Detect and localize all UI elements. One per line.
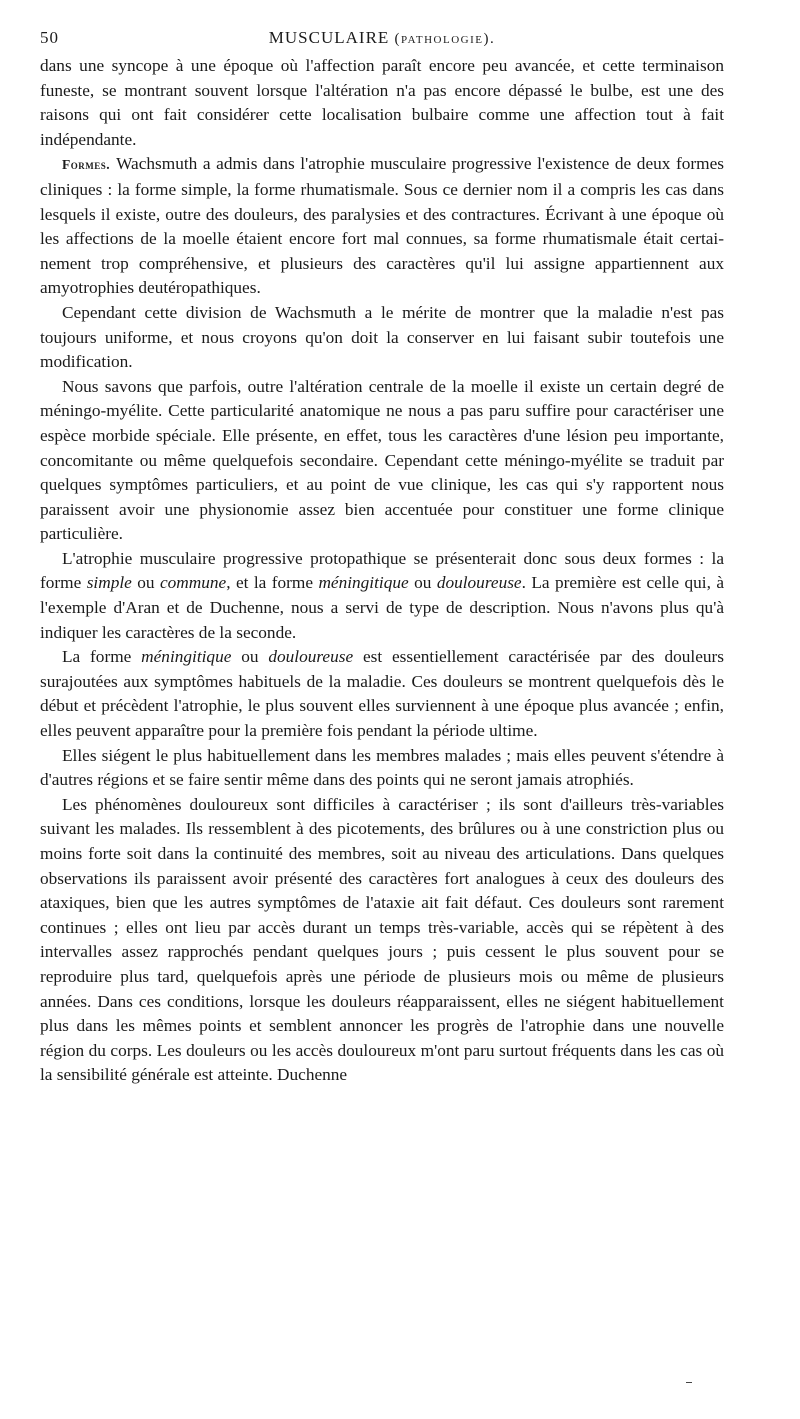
body-text xyxy=(40,54,724,1088)
paragraph-8: Les phénomènes douloureux sont difficiles à caractériser ; ils sont d'ailleurs très-variables suivant les malades. Ils ressemblent à des picotements, des brûlures ou à une constriction plus ou moins forte soit dans la continuité des membres, soit au niveau des articulations. Dans quelques observations ils paraissent avoir présenté des caractères fort analogues à ceux des douleurs des ataxiques, bien que les autres symptômes de l'ataxie ait fait défaut. Ces douleurs sont rarement continues ; elles ont lieu par accès durant un temps très-variable, accès qui se répètent à des intervalles assez rapprochés pendant quelques jours ; puis cessent le plus souvent pour se reproduire plus tard, quelquefois après une période de plusieurs mois ou même de plusieurs années. Dans ces conditions, lorsque les douleurs réapparaissent, elles ne siégent habituellement plus dans les mêmes points et semblent annoncer les progrès de l'atrophie dans une nouvelle région du corps. Les douleurs ou les accès douloureux m'ont paru surtout fréquents dans les cas où la sensibilité générale est atteinte. Duchenne xyxy=(40,794,724,1085)
paragraph-5 xyxy=(40,547,724,645)
paragraph-6 xyxy=(40,645,724,743)
paragraph-3: Cependant cette division de Wachsmuth a le mérite de montrer que la maladie n'est pas toujours uniforme, et nous croyons qu'on doit la conserver en lui faisant subir toutefois une modification. xyxy=(40,302,724,372)
paragraph-4: Nous savons que parfois, outre l'altération centrale de la moelle il existe un certain degré de méningo-myélite. Cette particularité anatomique ne nous a pas paru suffire pour caractériser une espèce morbide spéciale. Elle présente, en effet, tous les caractères d'une lésion peu importante, concomitante ou même quelquefois secondaire. Cependant cette méningo-myélite se traduit par quelques symptômes particuliers, et au point de vue clinique, les cas qui s'y rapportent nous paraissent avoir une physionomie assez bien accentuée pour constituer une forme clinique particulière. xyxy=(40,376,724,544)
running-head-title: MUSCULAIRE xyxy=(268,28,390,47)
side-heading-formes: Formes. xyxy=(62,157,111,173)
paragraph-5-em-commune: commune xyxy=(159,573,227,593)
paragraph-7: Elles siégent le plus habituellement dans les membres malades ; mais elles peuvent s'étendre à d'autres régions et se faire sentir même dans des points qui ne seront jamais atrophiés. xyxy=(40,745,724,790)
book-page xyxy=(40,20,724,1088)
paragraph-5-em-meningitique: méningitique xyxy=(318,573,409,593)
page-mark xyxy=(686,1382,692,1383)
paragraph-2-text: Wachsmuth a admis dans l'atrophie musculaire progressive l'existence de deux formes cliniques : la forme simple, la forme rhumatismale. Sous ce dernier nom il a compris les cas dans lesquels il existe, outre des douleurs, des paralysies et des contractures. Écrivant à une époque où les affections de la moelle étaient encore fort mal connues, sa forme rhumatismale était certainement trop compréhensive, et plusieurs des caractères qu'il lui assigne appartiennent aux amyotrophies deutéropathiques. xyxy=(40,154,724,298)
paragraph-5-em-simple: simple xyxy=(86,573,132,593)
paragraph-5-text-c: , et la forme xyxy=(226,573,319,593)
paragraph-6-em-meningitique: méningitique xyxy=(141,647,232,667)
page-header xyxy=(40,20,724,54)
running-head xyxy=(40,28,724,48)
page-number: 50 xyxy=(40,28,59,47)
paragraph-5-em-douloureuse: douloureuse xyxy=(436,573,522,593)
paragraph-5-text-d: ou xyxy=(408,573,437,593)
paragraph-5-text-b: ou xyxy=(131,573,160,593)
running-head-subtitle: (pathologie). xyxy=(394,31,496,47)
paragraph-1: dans une syncope à une époque où l'affection paraît encore peu avancée, et cette terminaison funeste, se montrant souvent lorsque l'altération n'a pas encore dépassé le bulbe, est une des raisons qui ont fait considérer cette localisation bulbaire comme une affection tout à fait indépendante. xyxy=(40,56,724,149)
paragraph-6-text-c: est essentiellement caractérisée par des douleurs surajoutées aux symptômes habituels de la maladie. Ces douleurs se montrent quelquefois dès le début et précèdent l'atrophie, le plus souvent elles surviennent à une époque plus avancée ; enfin, elles peuvent apparaître pour la première fois pendant la période ultime. xyxy=(40,647,725,741)
paragraph-2 xyxy=(40,152,724,301)
paragraph-6-em-douloureuse: douloureuse xyxy=(268,647,354,667)
paragraph-6-text-b: ou xyxy=(231,647,269,667)
paragraph-5-text-a: L'atrophie musculaire progressive protopathique se présenterait donc sous deux formes : la forme xyxy=(40,548,724,593)
paragraph-5-text-e: . La première est celle qui, à l'exemple d'Aran et de Duchenne, nous a servi de type de description. Nous n'avons plus qu'à indiquer les caractères de la seconde. xyxy=(40,573,725,642)
paragraph-6-text-a: La forme xyxy=(62,647,142,667)
